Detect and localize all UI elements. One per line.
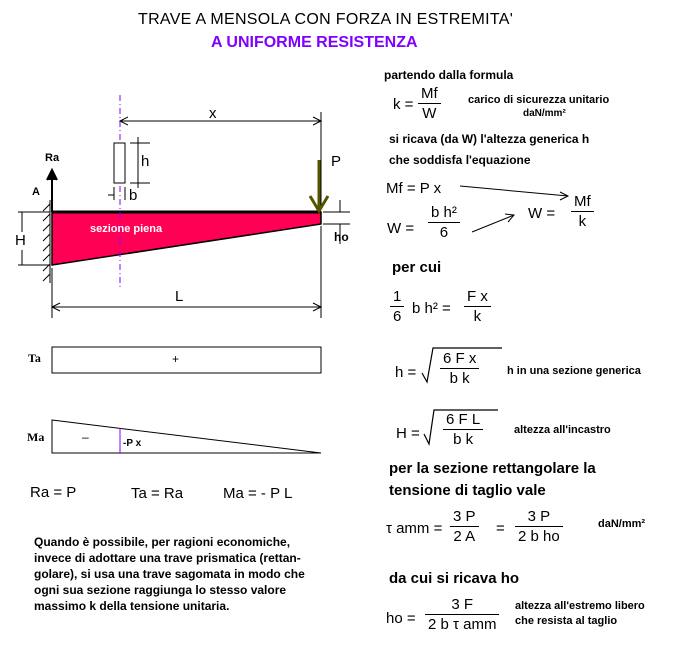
- label-Ma: Ma: [27, 430, 45, 444]
- h-description: h in una sezione generica: [507, 365, 641, 377]
- label-ho: ho: [334, 230, 349, 244]
- description-line: Quando è possibile, per ragioni economiche,: [34, 535, 291, 549]
- ho-denominator: 2 b τ amm: [428, 616, 497, 633]
- w-fraction: [428, 204, 460, 241]
- beam-label: sezione piena: [90, 223, 163, 235]
- eq-Ra: Ra = P: [30, 484, 77, 501]
- f1-right-numerator: F x: [464, 288, 491, 307]
- shear-line1: per la sezione rettangolare la: [389, 460, 596, 477]
- label-x: x: [209, 105, 217, 122]
- w2-fraction: [571, 193, 594, 230]
- moment-px: -P x: [123, 438, 142, 449]
- eq-Ta: Ta = Ra: [131, 485, 184, 502]
- tau-units: daN/mm²: [598, 518, 646, 530]
- H-numerator: 6 F L: [443, 411, 483, 430]
- label-Ra: Ra: [45, 152, 60, 164]
- eq-Ma: Ma = - P L: [223, 485, 293, 502]
- tau-equals: =: [496, 520, 505, 537]
- ho-description-2: che resista al taglio: [515, 615, 618, 627]
- description-line: golare), si usa una trave sagomata in modo che: [34, 567, 305, 581]
- formula-intro: partendo dalla formula: [384, 68, 514, 82]
- moment-sign: –: [82, 430, 89, 444]
- f1-middle: b h² =: [412, 300, 451, 317]
- tau-numerator-1: 3 P: [450, 508, 479, 527]
- page-subtitle: A UNIFORME RESISTENZA: [211, 34, 418, 51]
- w-lhs: W =: [387, 220, 415, 237]
- h-numerator: 6 F x: [440, 350, 479, 369]
- k-numerator: Mf: [418, 85, 441, 104]
- tau-fraction-2: [515, 508, 563, 545]
- H-lhs: H =: [396, 425, 420, 442]
- f1-right-denominator: k: [473, 308, 482, 325]
- w2-lhs: W =: [528, 205, 556, 222]
- h-lhs: h =: [395, 364, 417, 381]
- tau-numerator-2: 3 P: [515, 508, 563, 527]
- label-h: h: [141, 153, 150, 170]
- description-line: invece di adottare una trave prismatica (rettan-: [34, 551, 301, 565]
- page-title: TRAVE A MENSOLA CON FORZA IN ESTREMITA': [138, 11, 514, 28]
- w-numerator: b h²: [428, 204, 460, 223]
- tau-denominator-1: 2 A: [453, 528, 476, 545]
- H-fraction: [443, 411, 483, 448]
- k-description: carico di sicurezza unitario: [468, 94, 610, 106]
- tau-fraction-1: [450, 508, 479, 545]
- f1-right-fraction: [464, 288, 491, 325]
- f1-denominator: 6: [393, 308, 402, 325]
- description-line: massimo k della tensione unitaria.: [34, 599, 230, 613]
- tau-lhs: τ amm =: [386, 520, 443, 537]
- tau-denominator-2: 2 b ho: [518, 528, 560, 545]
- k-denominator: W: [422, 105, 437, 122]
- H-description: altezza all'incastro: [514, 424, 611, 436]
- ho-numerator: 3 F: [425, 596, 499, 615]
- ho-description-1: altezza all'estremo libero: [515, 600, 645, 612]
- label-b: b: [129, 187, 138, 204]
- da-cui: da cui si ricava ho: [389, 570, 520, 587]
- label-Ta: Ta: [28, 351, 41, 365]
- formula-line2: che soddisfa l'equazione: [389, 153, 531, 167]
- f1-fraction: [390, 288, 404, 325]
- description-line: ogni sua sezione raggiunga lo stesso valore: [34, 583, 287, 597]
- w2-denominator: k: [578, 213, 587, 230]
- label-H: H: [15, 232, 26, 249]
- f1-numerator: 1: [390, 288, 404, 307]
- h-fraction: [440, 350, 479, 387]
- w-denominator: 6: [439, 224, 449, 241]
- shear-line2: tensione di taglio vale: [389, 482, 546, 499]
- per-cui: per cui: [392, 259, 442, 276]
- h-denominator: b k: [449, 370, 470, 387]
- label-L: L: [175, 288, 184, 305]
- H-denominator: b k: [453, 431, 474, 448]
- w2-numerator: Mf: [571, 193, 594, 212]
- shear-sign: +: [172, 352, 180, 366]
- label-A: A: [32, 186, 40, 198]
- label-P: P: [331, 153, 342, 170]
- mf-equation: Mf = P x: [386, 180, 442, 197]
- k-units: daN/mm²: [523, 108, 566, 119]
- k-lhs: k =: [393, 96, 414, 113]
- ho-lhs: ho =: [386, 610, 416, 627]
- ho-fraction: [425, 596, 499, 633]
- formula-line1: si ricava (da W) l'altezza generica h: [389, 132, 590, 146]
